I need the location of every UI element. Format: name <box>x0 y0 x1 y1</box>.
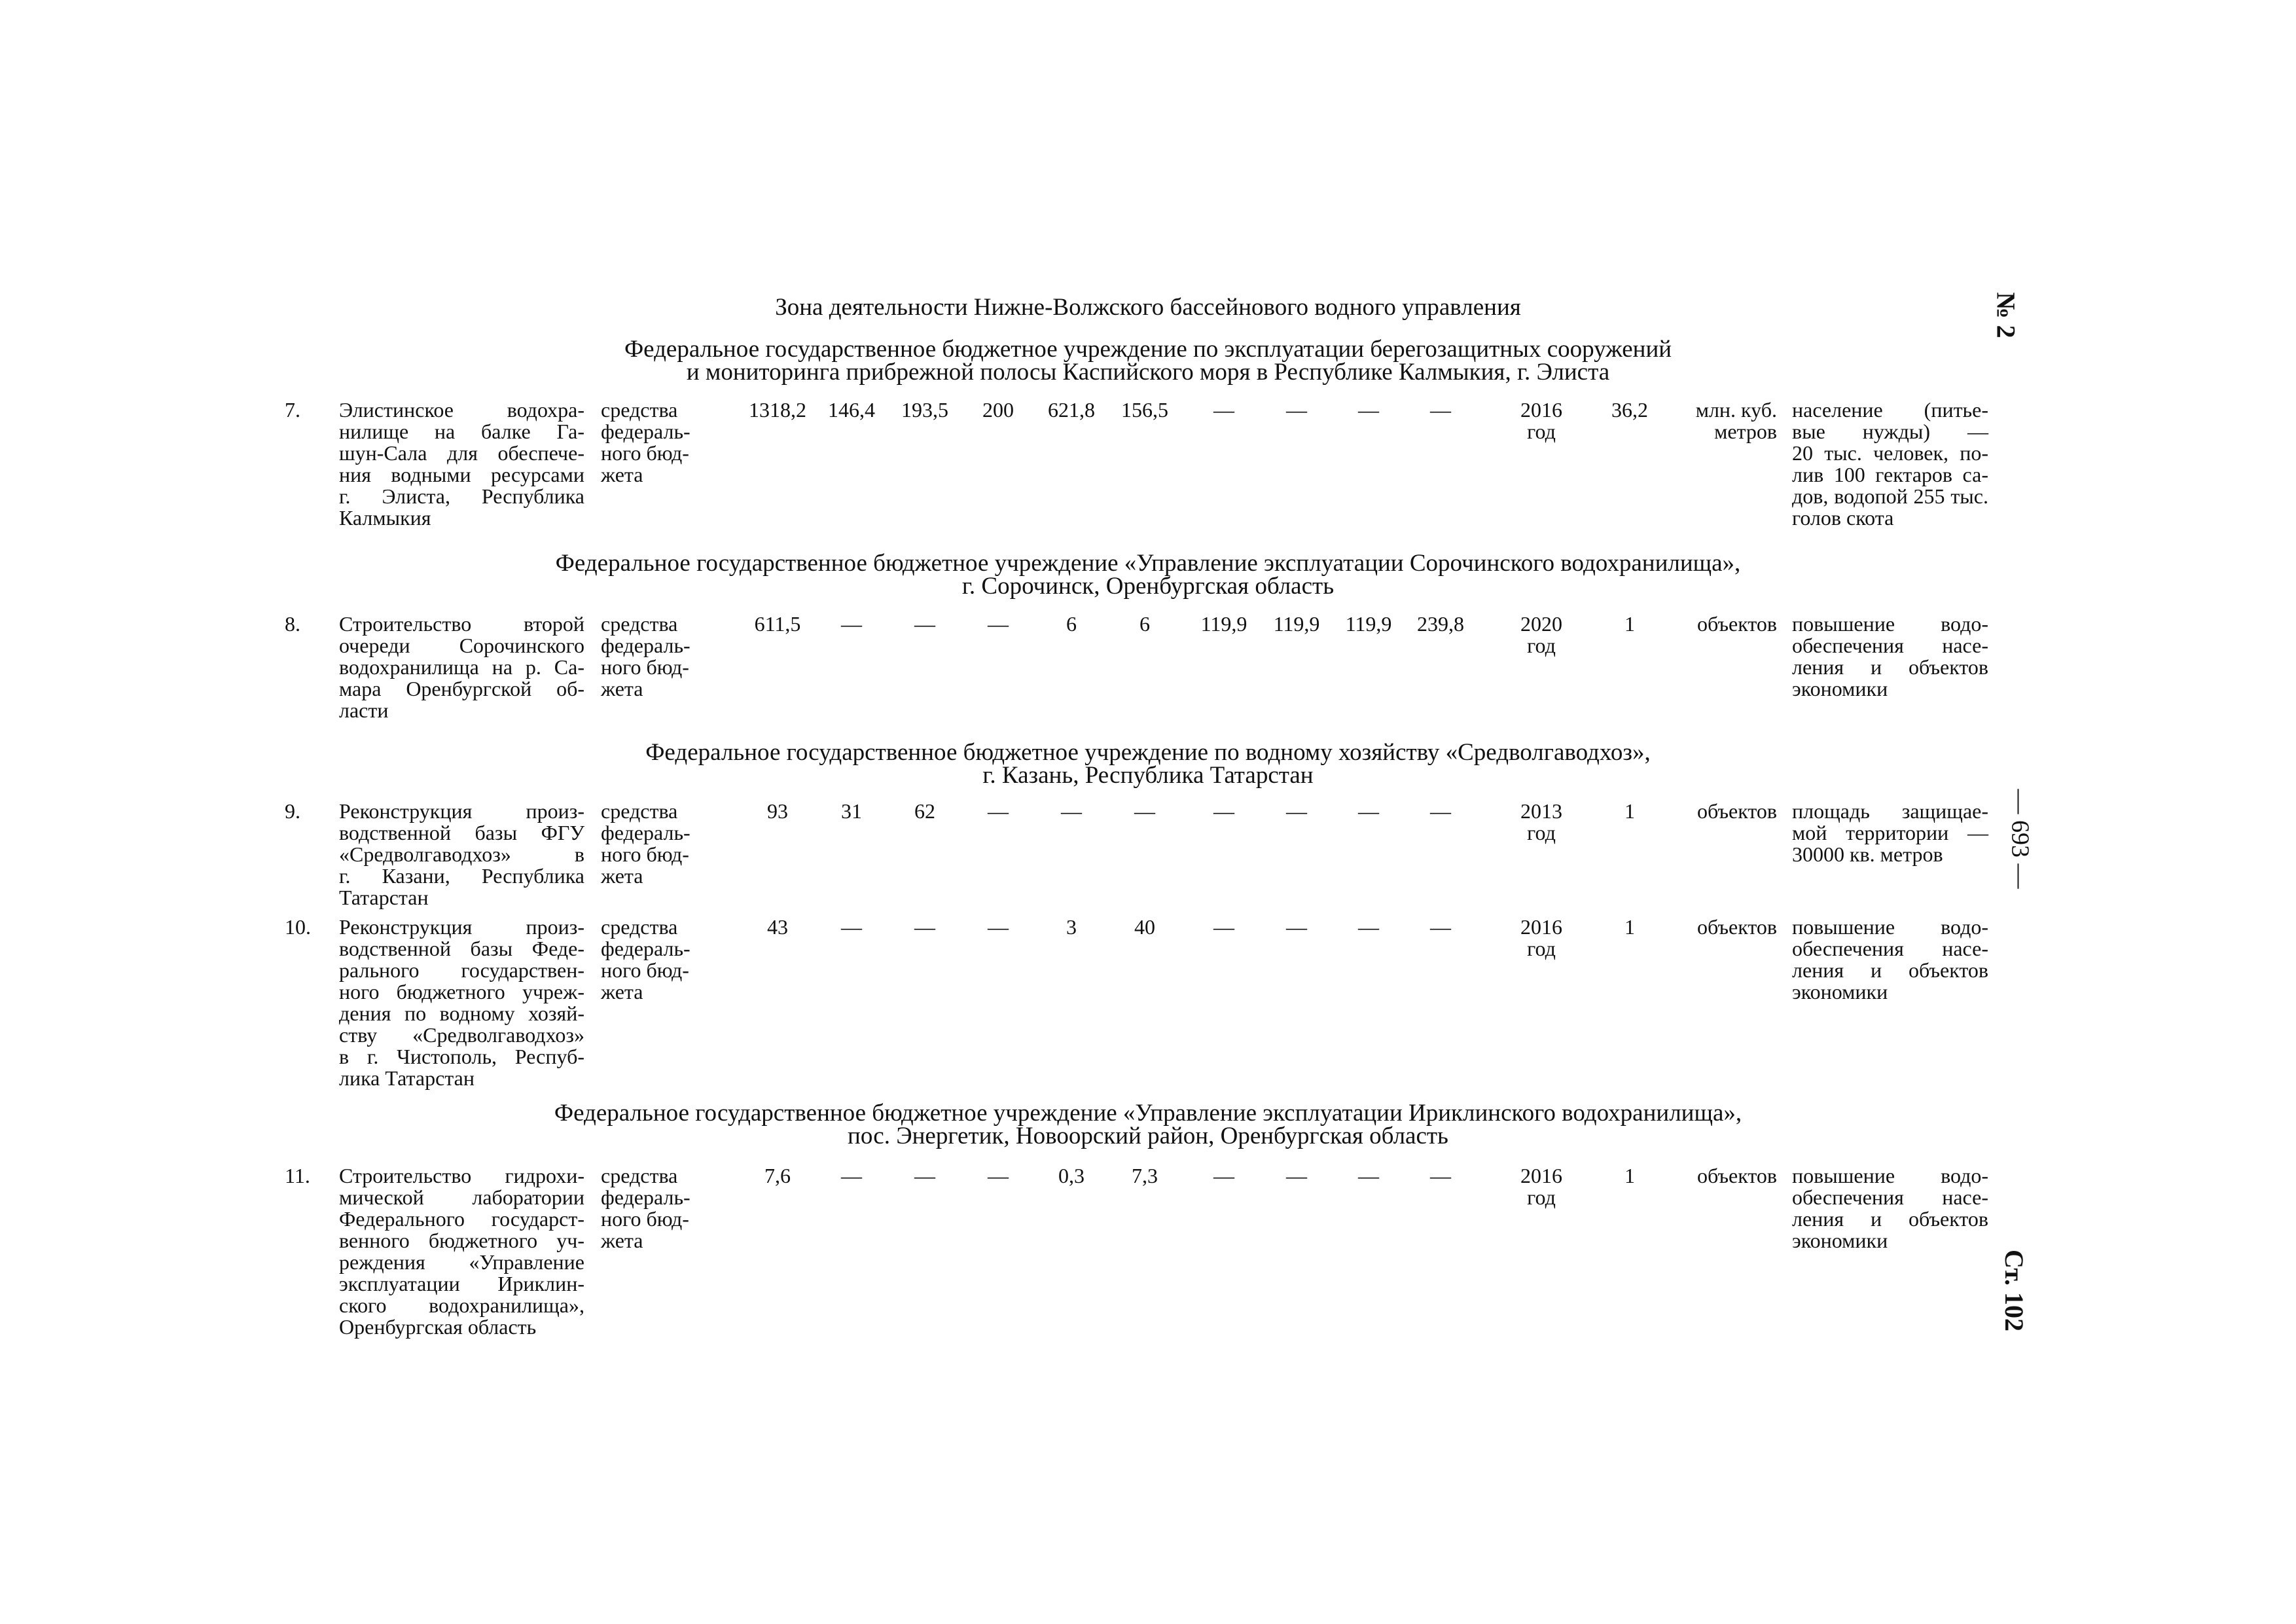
source-line: ного бюд- <box>601 655 689 679</box>
capacity-value: 1 <box>1624 799 1635 823</box>
value-cell: 200 <box>982 398 1014 422</box>
name-line: Татарстан <box>339 886 429 909</box>
result-line: повышение водо- <box>1792 612 1988 636</box>
result-line: экономики <box>1792 980 1888 1003</box>
name-line: реждения «Управление <box>339 1250 584 1274</box>
source-line: федераль- <box>601 634 691 657</box>
source-line: федераль- <box>601 420 691 443</box>
capacity-value: 1 <box>1624 1164 1635 1187</box>
heading-line: г. Казань, Республика Татарстан <box>982 762 1314 789</box>
name-line: Реконструкция произ- <box>339 799 584 823</box>
name-line: рального государствен- <box>339 958 584 982</box>
name-line: Калмыкия <box>339 506 431 530</box>
value-cell: — <box>1213 915 1234 939</box>
value-cell: 6 <box>1139 612 1150 636</box>
object-name <box>339 613 584 721</box>
value-cell: — <box>1358 915 1379 939</box>
value-cell: 62 <box>914 799 935 823</box>
source-line: федераль- <box>601 937 691 960</box>
zone-title: Зона деятельности Нижне-Волжского бассейнового водного управления <box>775 294 1521 321</box>
row-number: 8. <box>285 612 300 636</box>
value-cell: — <box>841 915 862 939</box>
expected-result <box>1792 399 1988 529</box>
name-line: нилище на балке Га- <box>339 420 584 443</box>
funding-source <box>601 613 712 700</box>
value-cell: 0,3 <box>1058 1164 1085 1187</box>
object-name <box>339 916 584 1089</box>
value-cell: — <box>1358 799 1379 823</box>
value-cell: — <box>1430 1164 1451 1187</box>
result-line: ления и объектов <box>1792 958 1988 982</box>
year-line: 2013 <box>1520 799 1562 823</box>
name-line: ласти <box>339 698 389 722</box>
year-line: год <box>1527 937 1556 960</box>
group-heading <box>0 552 2296 598</box>
completion-year <box>1505 916 1577 960</box>
source-line: жета <box>601 980 643 1003</box>
name-line: Элистинское водохра- <box>339 398 584 422</box>
year-line: год <box>1527 1185 1556 1209</box>
unit-line: объектов <box>1696 799 1777 823</box>
value-cell: 7,3 <box>1132 1164 1158 1187</box>
name-line: Оренбургская область <box>339 1315 537 1339</box>
result-line: повышение водо- <box>1792 1164 1988 1187</box>
year-line: год <box>1527 634 1556 657</box>
source-line: средства <box>601 799 678 823</box>
article-number: Ст. 102 <box>2000 1250 2029 1331</box>
year-line: 2016 <box>1520 398 1562 422</box>
heading-line: г. Сорочинск, Оренбургская область <box>961 573 1335 600</box>
capacity-value: 1 <box>1624 915 1635 939</box>
completion-year <box>1505 399 1577 442</box>
source-line: средства <box>601 1164 678 1187</box>
object-name <box>339 1165 584 1338</box>
unit-line: метров <box>1714 420 1777 443</box>
value-cell: 1318,2 <box>749 398 806 422</box>
value-cell: — <box>1213 1164 1234 1187</box>
source-line: жета <box>601 677 643 700</box>
value-cell: 193,5 <box>901 398 948 422</box>
result-line: обеспечения насе- <box>1792 1185 1988 1209</box>
capacity-unit <box>1676 916 1777 938</box>
value-cell: — <box>988 612 1009 636</box>
name-line: венного бюджетного уч- <box>339 1229 584 1252</box>
result-line: обеспечения насе- <box>1792 937 1988 960</box>
year-line: 2016 <box>1520 915 1562 939</box>
unit-line: объектов <box>1696 1164 1777 1187</box>
funding-source <box>601 1165 712 1252</box>
result-line: население (питье- <box>1792 398 1988 422</box>
group-heading <box>0 338 2296 384</box>
value-cell: 621,8 <box>1048 398 1095 422</box>
value-cell: — <box>1430 915 1451 939</box>
name-line: очереди Сорочинского <box>339 634 584 657</box>
name-line: ния водными ресурсами <box>339 463 584 486</box>
value-cell: — <box>988 799 1009 823</box>
name-line: Реконструкция произ- <box>339 915 584 939</box>
heading-line: Федеральное государственное бюджетное учреждение по эксплуатации берегозащитных сооружений <box>624 336 1672 363</box>
result-line: ления и объектов <box>1792 655 1988 679</box>
value-cell: — <box>841 1164 862 1187</box>
heading-line: пос. Энергетик, Новоорский район, Оренбургская область <box>848 1123 1448 1149</box>
value-cell: — <box>1286 398 1307 422</box>
result-line: дов, водопой 255 тыс. <box>1792 484 1988 508</box>
name-line: Строительство второй <box>339 612 584 636</box>
result-line: ления и объектов <box>1792 1207 1988 1231</box>
name-line: г. Элиста, Республика <box>339 484 584 508</box>
source-line: жета <box>601 864 643 888</box>
value-cell: 43 <box>767 915 788 939</box>
page-number: — 693 — <box>2006 789 2034 889</box>
result-line: голов скота <box>1792 506 1894 530</box>
value-cell: — <box>841 612 862 636</box>
object-name <box>339 801 584 909</box>
value-cell: 146,4 <box>828 398 875 422</box>
funding-source <box>601 916 712 1003</box>
year-line: 2020 <box>1520 612 1562 636</box>
heading-line: Федеральное государственное бюджетное учреждение по водному хозяйству «Средволгаводхоз», <box>645 739 1651 766</box>
year-line: год <box>1527 420 1556 443</box>
completion-year <box>1505 1165 1577 1208</box>
name-line: г. Казани, Республика <box>339 864 584 888</box>
value-cell: 119,9 <box>1200 612 1247 636</box>
issue-number: № 2 <box>1991 292 2021 338</box>
result-line: мой территории — <box>1792 821 1988 844</box>
result-line: площадь защищае- <box>1792 799 1988 823</box>
value-cell: 93 <box>767 799 788 823</box>
expected-result <box>1792 1165 1988 1252</box>
source-line: ного бюд- <box>601 1207 689 1231</box>
value-cell: 611,5 <box>754 612 801 636</box>
completion-year <box>1505 801 1577 844</box>
unit-line: объектов <box>1696 915 1777 939</box>
group-heading <box>0 1102 2296 1147</box>
result-line: экономики <box>1792 677 1888 700</box>
value-cell: 239,8 <box>1417 612 1464 636</box>
row-number: 10. <box>285 915 311 939</box>
capacity-unit <box>1676 1165 1777 1187</box>
value-cell: — <box>914 915 935 939</box>
expected-result <box>1792 801 1988 865</box>
name-line: шун-Сала для обеспече- <box>339 441 584 465</box>
year-line: 2016 <box>1520 1164 1562 1187</box>
name-line: мической лаборатории <box>339 1185 584 1209</box>
value-cell: — <box>914 612 935 636</box>
heading-line: и мониторинга прибрежной полосы Каспийского моря в Республике Калмыкия, г. Элиста <box>686 359 1610 386</box>
source-line: жета <box>601 1229 643 1252</box>
value-cell: — <box>1430 799 1451 823</box>
funding-source <box>601 399 712 486</box>
name-line: Федерального государст- <box>339 1207 584 1231</box>
result-line: 30000 кв. метров <box>1792 842 1943 866</box>
value-cell: 6 <box>1066 612 1077 636</box>
name-line: в г. Чистополь, Респуб- <box>339 1045 584 1068</box>
name-line: водственной базы Феде- <box>339 937 584 960</box>
value-cell: — <box>1430 398 1451 422</box>
capacity-unit <box>1676 801 1777 822</box>
name-line: ского водохранилища», <box>339 1293 584 1317</box>
name-line: ству «Средволгаводхоз» <box>339 1023 584 1047</box>
value-cell: — <box>1134 799 1155 823</box>
result-line: 20 тыс. человек, по- <box>1792 441 1988 465</box>
value-cell: 7,6 <box>764 1164 791 1187</box>
source-line: федераль- <box>601 821 691 844</box>
unit-line: объектов <box>1696 612 1777 636</box>
value-cell: — <box>914 1164 935 1187</box>
source-line: средства <box>601 398 678 422</box>
completion-year <box>1505 613 1577 657</box>
source-line: ного бюд- <box>601 842 689 866</box>
capacity-value: 1 <box>1624 612 1635 636</box>
capacity-unit <box>1676 399 1777 442</box>
group-heading <box>0 741 2296 787</box>
heading-line: Федеральное государственное бюджетное учреждение «Управление эксплуатации Ириклинского водохранилища», <box>554 1100 1742 1127</box>
result-line: экономики <box>1792 1229 1888 1252</box>
value-cell: — <box>988 1164 1009 1187</box>
value-cell: 119,9 <box>1273 612 1320 636</box>
expected-result <box>1792 916 1988 1003</box>
year-line: год <box>1527 821 1556 844</box>
name-line: ного бюджетного учреж- <box>339 980 584 1003</box>
source-line: федераль- <box>601 1185 691 1209</box>
value-cell: 3 <box>1066 915 1077 939</box>
result-line: вые нужды) — <box>1792 420 1988 443</box>
value-cell: — <box>1358 398 1379 422</box>
name-line: эксплуатации Ириклин- <box>339 1272 584 1295</box>
unit-line: млн. куб. <box>1695 398 1777 422</box>
name-line: Строительство гидрохи- <box>339 1164 584 1187</box>
source-line: ного бюд- <box>601 441 689 465</box>
value-cell: — <box>1061 799 1082 823</box>
value-cell: — <box>1358 1164 1379 1187</box>
name-line: дения по водному хозяй- <box>339 1001 584 1025</box>
result-line: повышение водо- <box>1792 915 1988 939</box>
source-line: ного бюд- <box>601 958 689 982</box>
value-cell: — <box>1213 799 1234 823</box>
value-cell: — <box>1286 915 1307 939</box>
name-line: водственной базы ФГУ <box>339 821 584 844</box>
heading-line: Федеральное государственное бюджетное учреждение «Управление эксплуатации Сорочинского водохранилища», <box>555 550 1741 577</box>
capacity-unit <box>1676 613 1777 635</box>
value-cell: 40 <box>1134 915 1155 939</box>
name-line: лика Татарстан <box>339 1066 475 1090</box>
row-number: 9. <box>285 799 300 823</box>
value-cell: 31 <box>841 799 862 823</box>
value-cell: — <box>1286 1164 1307 1187</box>
name-line: водохранилища на р. Са- <box>339 655 584 679</box>
capacity-value: 36,2 <box>1611 398 1648 422</box>
expected-result <box>1792 613 1988 700</box>
source-line: средства <box>601 612 678 636</box>
source-line: жета <box>601 463 643 486</box>
result-line: лив 100 гектаров са- <box>1792 463 1988 486</box>
funding-source <box>601 801 712 887</box>
value-cell: 156,5 <box>1121 398 1168 422</box>
result-line: обеспечения насе- <box>1792 634 1988 657</box>
value-cell: — <box>1286 799 1307 823</box>
name-line: «Средволгаводхоз» в <box>339 842 584 866</box>
object-name <box>339 399 584 529</box>
value-cell: — <box>1213 398 1234 422</box>
value-cell: 119,9 <box>1345 612 1392 636</box>
row-number: 11. <box>285 1164 310 1187</box>
source-line: средства <box>601 915 678 939</box>
name-line: мара Оренбургской об- <box>339 677 584 700</box>
value-cell: — <box>988 915 1009 939</box>
row-number: 7. <box>285 398 300 422</box>
